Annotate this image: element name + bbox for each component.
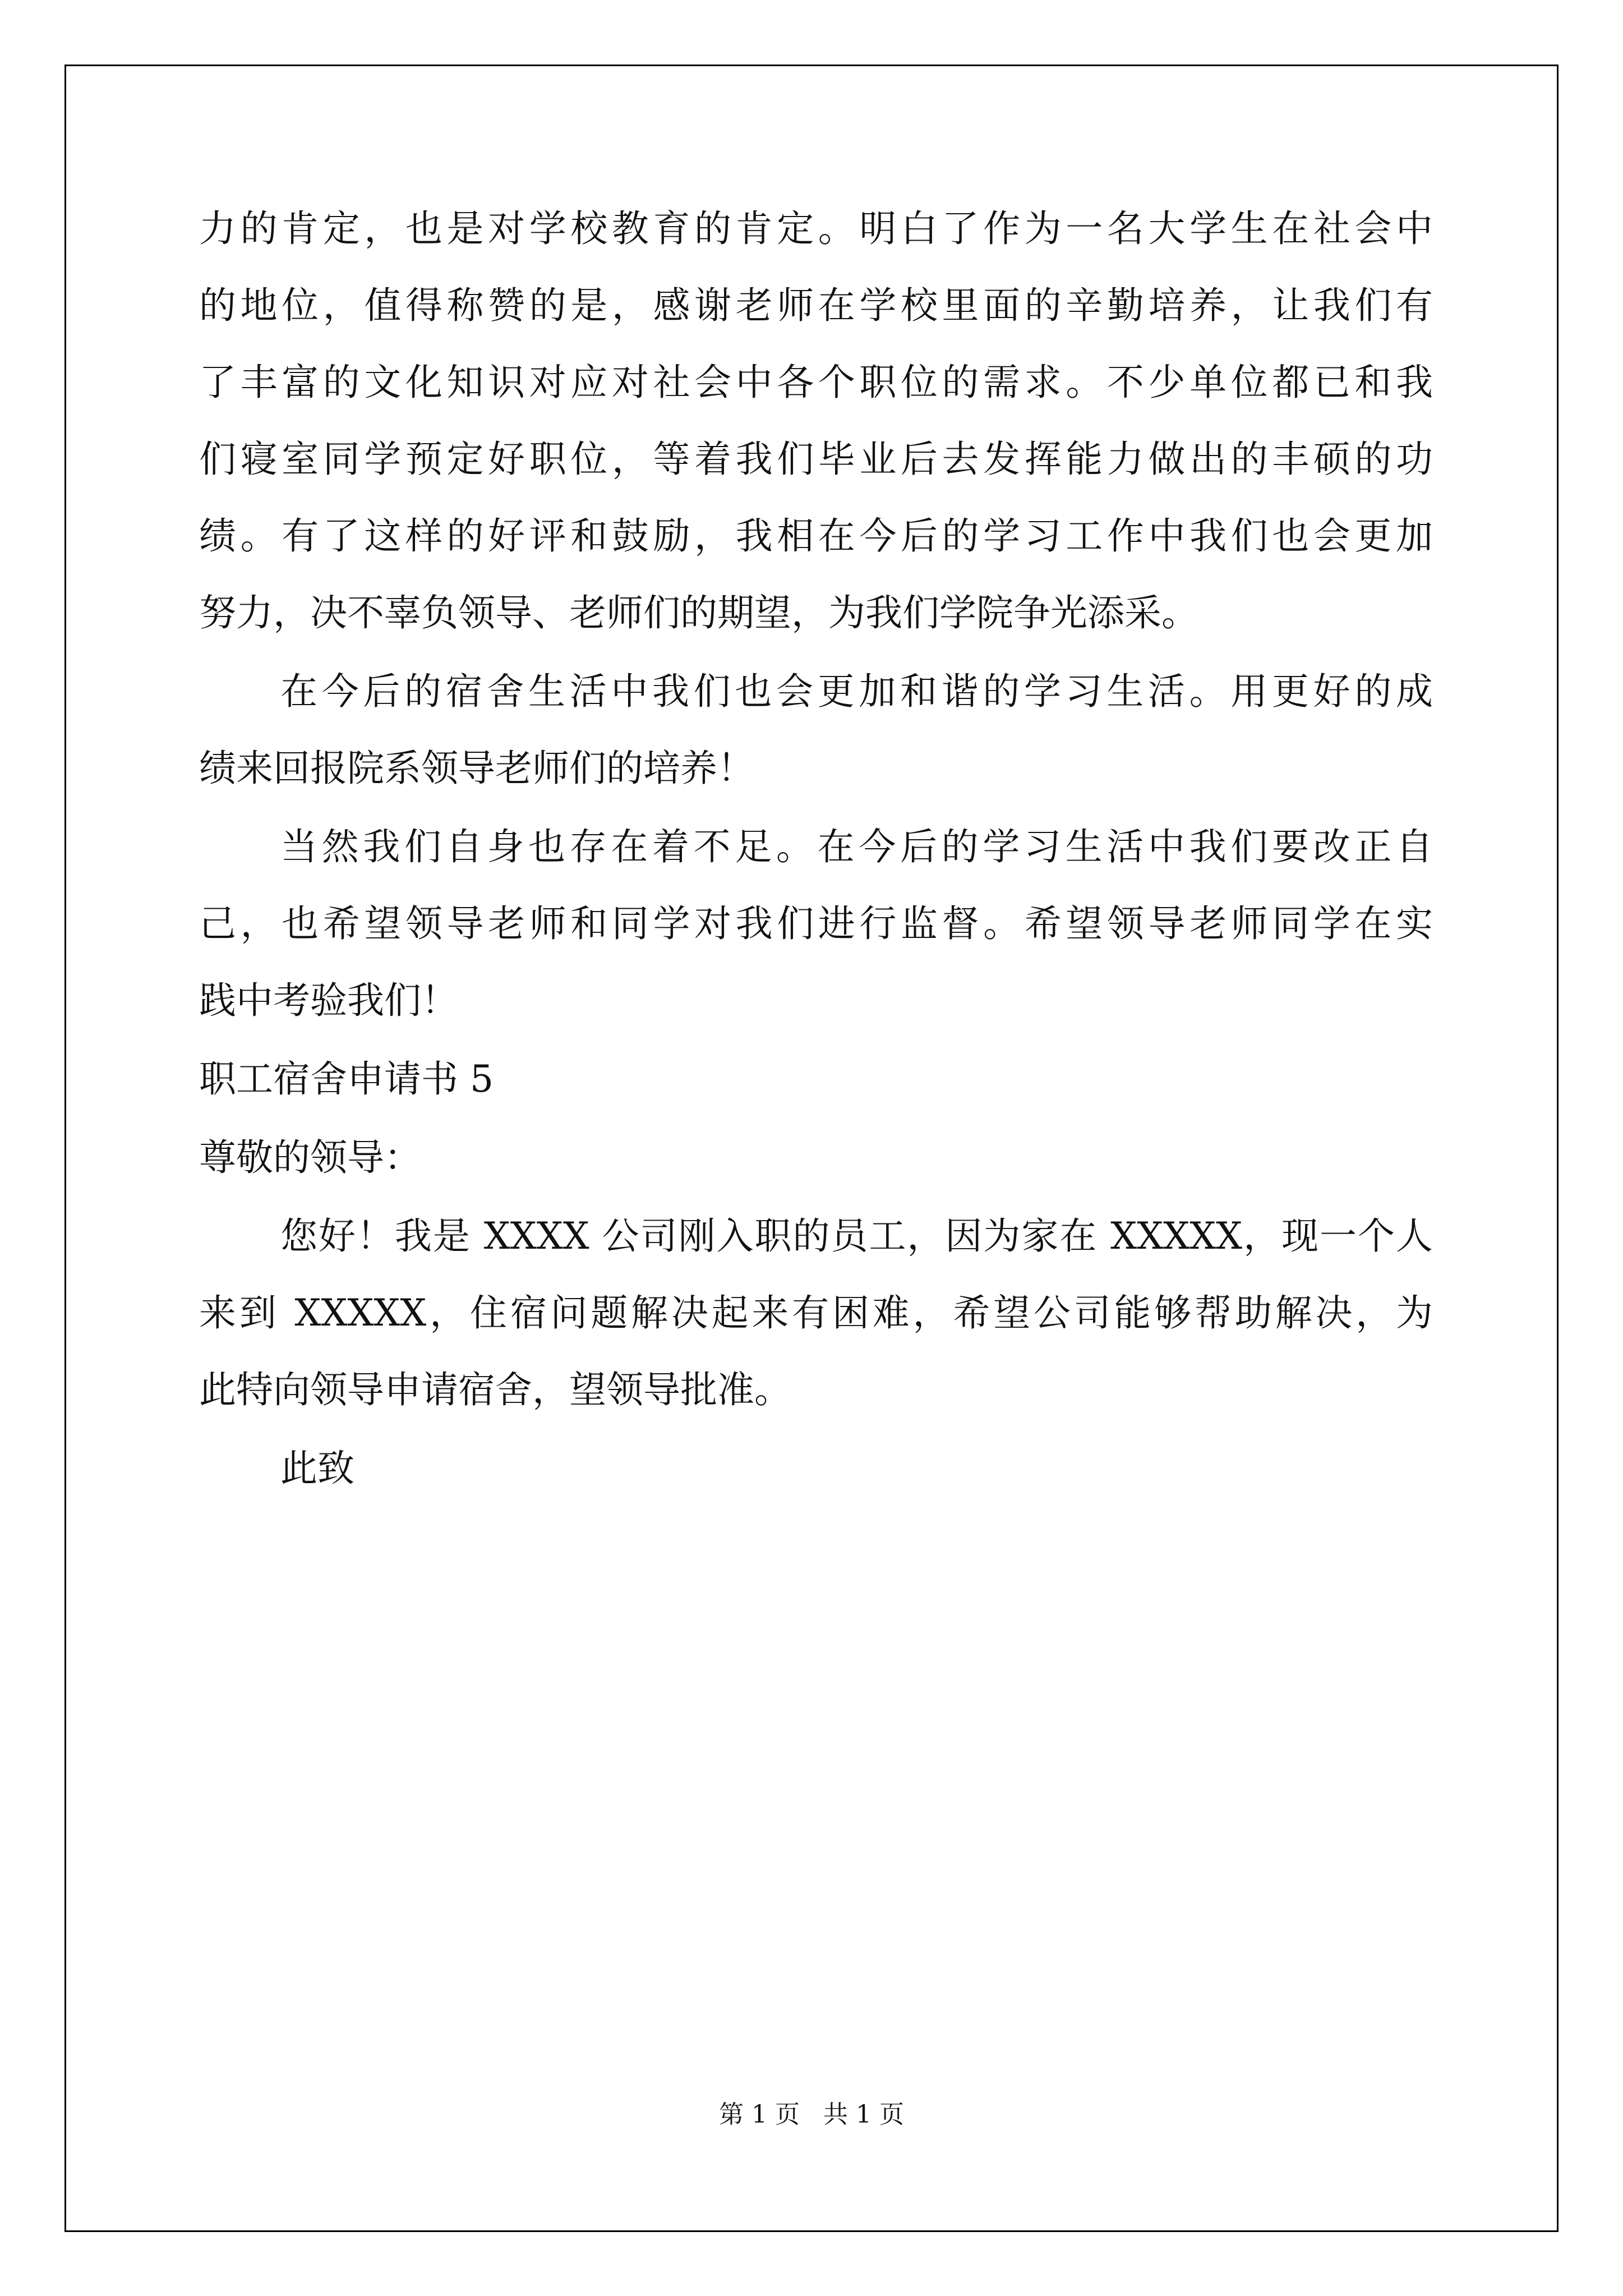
- text-line: 力的肯定，也是对学校教育的肯定。明白了作为一名大学生在社会中: [199, 207, 1433, 250]
- text-line: 当然我们自身也存在着不足。在今后的学习生活中我们要改正自: [280, 825, 1433, 868]
- text-line: 了丰富的文化知识对应对社会中各个职位的需求。不少单位都已和我: [199, 361, 1433, 404]
- text-line: 在今后的宿舍生活中我们也会更加和谐的学习生活。用更好的成: [280, 670, 1433, 713]
- paragraph: [199, 207, 1433, 671]
- text-line: 们寝室同学预定好职位，等着我们毕业后去发挥能力做出的丰硕的功: [199, 438, 1433, 481]
- text-line: 的地位，值得称赞的是，感谢老师在学校里面的辛勤培养，让我们有: [199, 284, 1433, 327]
- text-line: 绩来回报院系领导老师们的培养！: [199, 747, 754, 790]
- text-line: 您好！我是 XXXX 公司刚入职的员工，因为家在 XXXXX，现一个人: [280, 1214, 1433, 1258]
- closing: [199, 1447, 1433, 1527]
- text-line: 此致: [280, 1447, 354, 1490]
- text-line: 尊敬的领导：: [199, 1136, 421, 1179]
- paragraph: [199, 1214, 1433, 1448]
- section-heading: [199, 1057, 1433, 1138]
- text-line: 此特向领导申请宿舍，望领导批准。: [199, 1368, 791, 1411]
- paragraph: [199, 670, 1433, 827]
- page-total: 共 1 页: [823, 2100, 904, 2129]
- document-body: [199, 207, 1433, 1527]
- text-line: 来到 XXXXX，住宿问题解决起来有困难，希望公司能够帮助解决，为: [199, 1291, 1433, 1335]
- text-line: 努力，决不辜负领导、老师们的期望，为我们学院争光添采。: [199, 591, 1198, 634]
- page-footer: [0, 2094, 1623, 2130]
- text-line: 践中考验我们！: [199, 979, 458, 1022]
- heading-line: 职工宿舍申请书 5: [199, 1057, 494, 1101]
- text-line: 绩。有了这样的好评和鼓励，我相在今后的学习工作中我们也会更加: [199, 514, 1433, 558]
- text-line: 己，也希望领导老师和同学对我们进行监督。希望领导老师同学在实: [199, 902, 1433, 945]
- page-number: 第 1 页: [719, 2100, 800, 2129]
- salutation: [199, 1136, 1433, 1216]
- paragraph: [199, 825, 1433, 1059]
